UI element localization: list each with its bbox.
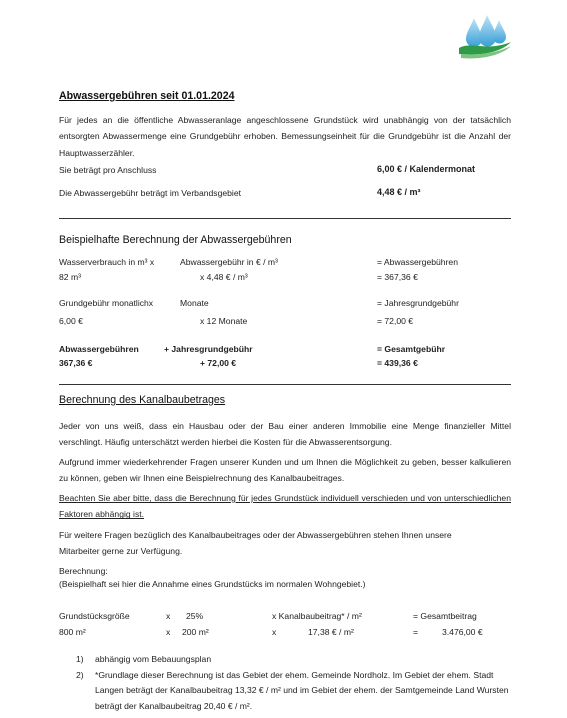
example-b1-v3: = 367,36 € xyxy=(377,272,418,282)
footnote-number: 1) xyxy=(76,654,84,664)
example-b2-h3: = Jahresgrundgebühr xyxy=(377,298,459,308)
calc-v6: = xyxy=(413,627,419,637)
fee-row-value-basic: 6,00 € / Kalendermonat xyxy=(377,164,476,174)
example-b3-h1: Abwassergebühren xyxy=(59,344,139,354)
fee-row-label-basic: Sie beträgt pro Anschluss xyxy=(59,165,157,175)
calc-v7: 3.476,00 € xyxy=(442,627,483,637)
example-b2-v1: 6,00 € xyxy=(59,316,83,326)
calc-h4: x Kanalbaubeitrag* / m² xyxy=(272,611,362,621)
divider xyxy=(59,384,511,385)
calc-v2: x xyxy=(166,627,171,637)
example-section-title: Beispielhafte Berechnung der Abwassergebühren xyxy=(59,234,292,246)
calc-h3: 25% xyxy=(186,611,204,621)
example-b2-h2: Monate xyxy=(180,298,209,308)
footnote-item xyxy=(59,668,519,715)
example-b3-h2: + Jahresgrundgebühr xyxy=(164,344,253,354)
example-b3-v2: + 72,00 € xyxy=(200,358,237,368)
calc-note: (Beispielhaft sei hier die Annahme eines Grundstücks im normalen Wohngebiet.) xyxy=(59,579,366,589)
footnotes-list xyxy=(59,652,519,714)
fee-intro-paragraph: Für jedes an die öffentliche Abwasseranlage angeschlossene Grundstück wird unabhängig von der tatsächlich entsorgten Abwassermenge eine Grundgebühr erhoben. Bemessungseinheit für die Grundgebühr ist die Anzahl der Hauptwasserzähler. xyxy=(59,115,511,158)
kanal-paragraph-2: Aufgrund immer wiederkehrender Fragen unserer Kunden und um Ihnen die Möglichkeit zu geben, besser kalkulieren zu können, geben wir Ihnen eine Beispielrechnung des Kanalbaubeitrages. xyxy=(59,457,511,484)
example-b1-h2: Abwassergebühr in € / m³ xyxy=(180,257,278,267)
calc-v1: 800 m² xyxy=(59,627,86,637)
example-b2-h1: Grundgebühr monatlichx xyxy=(59,298,154,308)
example-b3-h3: = Gesamtgebühr xyxy=(377,344,446,354)
example-b2-v3: = 72,00 € xyxy=(377,316,414,326)
calc-v3: 200 m² xyxy=(182,627,209,637)
example-b1-v1: 82 m³ xyxy=(59,272,81,282)
kanal-paragraph-3-warning: Beachten Sie aber bitte, dass die Berechnung für jedes Grundstück individuell verschieden und von unterschiedlichen Faktoren abhängig ist. xyxy=(59,493,511,520)
footnote-item xyxy=(59,652,519,668)
fee-section-title: Abwassergebühren seit 01.01.2024 xyxy=(59,90,235,102)
kanal-section-title: Berechnung des Kanalbaubetrages xyxy=(59,394,226,406)
fee-row-value-volume: 4,48 € / m³ xyxy=(377,187,421,197)
example-b1-v2: x 4,48 € / m³ xyxy=(200,272,248,282)
example-b2-v2: x 12 Monate xyxy=(200,316,248,326)
example-b3-v1: 367,36 € xyxy=(59,358,93,368)
calc-label: Berechnung: xyxy=(59,566,108,576)
calc-h1: Grundstücksgröße xyxy=(59,611,130,621)
footnote-text: *Grundlage dieser Berechnung ist das Gebiet der ehem. Gemeinde Nordholz. Im Gebiet der ehem. Stadt Langen beträgt der Kanalbaubeitrag 13,32 € / m² und im Gebiet der ehem. der Samtgemeinde Land Wursten beträgt der Kanalbaubeitrag 20,40 € / m². xyxy=(95,669,509,711)
water-drops-logo xyxy=(457,14,513,60)
example-b1-h3: = Abwassergebühren xyxy=(377,257,458,267)
divider xyxy=(59,218,511,219)
footnote-text: abhängig vom Bebauungsplan xyxy=(95,654,212,664)
calc-h2: x xyxy=(166,611,171,621)
example-b3-v3: = 439,36 € xyxy=(377,358,418,368)
fee-row-label-volume: Die Abwassergebühr beträgt im Verbandsgebiet xyxy=(59,188,242,198)
kanal-paragraph-4: Für weitere Fragen bezüglich des Kanalbaubeitrages oder der Abwassergebühren stehen Ihnen unsere Mitarbeiter gerne zur Verfügung. xyxy=(59,530,452,557)
kanal-paragraph-1: Jeder von uns weiß, dass ein Hausbau oder der Bau einer anderen Immobilie eine Menge finanzieller Mittel verschlingt. Häufig unterschätzt werden hierbei die Kosten für die Abwasserentsorgung. xyxy=(59,421,511,448)
example-b1-h1: Wasserverbrauch in m³ x xyxy=(59,257,155,267)
calc-h5: = Gesamtbeitrag xyxy=(413,611,477,621)
footnote-number: 2) xyxy=(76,669,84,680)
calc-v4: x xyxy=(272,627,277,637)
calc-v5: 17,38 € / m² xyxy=(308,627,354,637)
